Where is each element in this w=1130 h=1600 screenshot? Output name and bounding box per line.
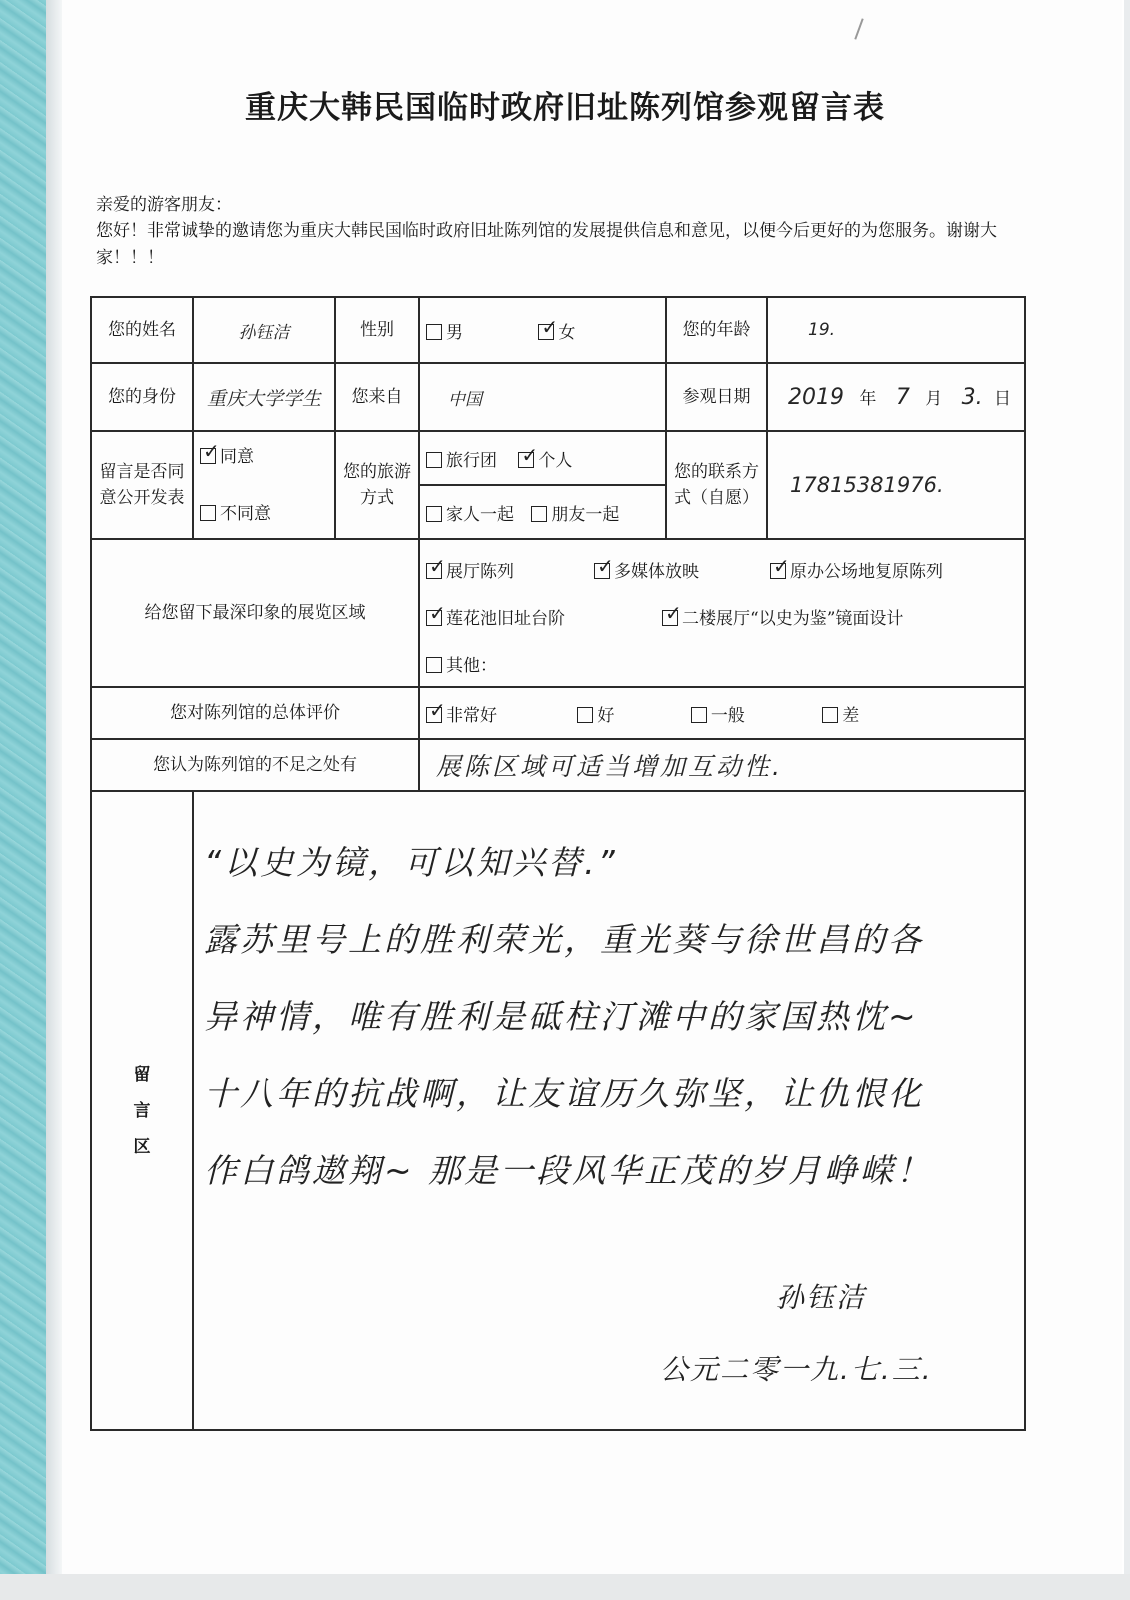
- rating-label: 您对陈列馆的总体评价: [91, 687, 419, 739]
- visit-month: 7: [895, 385, 910, 410]
- shortcoming-field[interactable]: 展陈区域可适当增加互动性.: [419, 739, 1025, 791]
- rating-options: [419, 687, 1025, 739]
- impress-option-label: 其他：: [446, 655, 497, 676]
- name-label: 您的姓名: [91, 297, 193, 363]
- checkbox-icon[interactable]: [822, 707, 838, 723]
- checkbox-icon[interactable]: [577, 707, 593, 723]
- feedback-form-table: [90, 296, 1026, 1431]
- checkbox-icon[interactable]: [426, 506, 442, 522]
- binder-edge: [46, 0, 62, 1600]
- binder-strip: [0, 0, 46, 1600]
- contact-field[interactable]: 17815381976.: [767, 431, 1025, 539]
- checked-checkbox-icon[interactable]: [426, 563, 442, 579]
- gender-label: 性别: [335, 297, 419, 363]
- impress-option-label: 多媒体放映: [614, 561, 699, 582]
- checkbox-icon[interactable]: [426, 324, 442, 340]
- checkbox-icon[interactable]: [691, 707, 707, 723]
- signature: 孙钰洁: [776, 1281, 867, 1314]
- rating-option-4[interactable]: [822, 706, 859, 726]
- checked-checkbox-icon[interactable]: [770, 563, 786, 579]
- travel-family-option[interactable]: [426, 505, 514, 525]
- checkbox-icon[interactable]: [426, 657, 442, 673]
- visit-year: 2019: [788, 385, 844, 410]
- rating-option-label: 一般: [710, 705, 745, 726]
- message-label-char: 留: [133, 1064, 151, 1085]
- impress-option-label: 莲花池旧址台阶: [446, 608, 565, 629]
- age-field[interactable]: 19.: [767, 297, 1025, 363]
- rating-option-label: 好: [597, 705, 615, 726]
- rating-option-label: 非常好: [446, 705, 497, 726]
- from-field[interactable]: 中国: [419, 363, 666, 431]
- message-line: 十八年的抗战啊，让友谊历久弥坚，让仇恨化: [204, 1074, 924, 1113]
- travel-individual-label: 个人: [538, 450, 573, 471]
- impress-option-other[interactable]: [426, 651, 497, 676]
- checked-checkbox-icon[interactable]: [662, 610, 678, 626]
- visit-date-field[interactable]: [767, 363, 1025, 431]
- message-line: 作白鸽遨翔~ 那是一段风华正茂的岁月峥嵘！: [204, 1151, 933, 1190]
- publish-disagree-label: 不同意: [220, 504, 271, 524]
- checkbox-icon[interactable]: [200, 505, 216, 521]
- visit-date-label: 参观日期: [666, 363, 767, 431]
- greeting-salutation: 亲爱的游客朋友：: [96, 195, 232, 215]
- shortcoming-label: 您认为陈列馆的不足之处有: [91, 739, 419, 791]
- publish-disagree-option[interactable]: [200, 499, 334, 524]
- impress-option-5[interactable]: [662, 604, 903, 629]
- gender-male-label: 男: [446, 322, 463, 343]
- age-label: 您的年龄: [666, 297, 767, 363]
- travel-individual-option[interactable]: [518, 451, 572, 471]
- impress-options: [419, 539, 1025, 687]
- checked-checkbox-icon[interactable]: [518, 452, 534, 468]
- message-label-char: 区: [133, 1136, 151, 1157]
- identity-label: 您的身份: [91, 363, 193, 431]
- greeting-body: 您好！非常诚挚的邀请您为重庆大韩民国临时政府旧址陈列馆的发展提供信息和意见，以便今后更好的为您服务。谢谢大家！！！: [96, 221, 997, 268]
- checked-checkbox-icon[interactable]: [538, 324, 554, 340]
- publish-options: [193, 431, 335, 539]
- travel-friends-label: 朋友一起: [551, 504, 620, 525]
- checked-checkbox-icon[interactable]: [426, 707, 442, 723]
- rating-option-label: 差: [842, 705, 860, 726]
- message-area[interactable]: [193, 791, 1025, 1430]
- rating-option-3[interactable]: [691, 701, 817, 726]
- impress-label: 给您留下最深印象的展览区域: [91, 539, 419, 687]
- checkbox-icon[interactable]: [531, 506, 547, 522]
- contact-label: 您的联系方式（自愿）: [666, 431, 767, 539]
- message-area-label: [91, 791, 193, 1430]
- gender-female-label: 女: [558, 322, 576, 343]
- impress-option-label: 展厅陈列: [446, 561, 514, 582]
- day-char: 日: [994, 389, 1012, 409]
- page-title: 重庆大韩民国临时政府旧址陈列馆参观留言表: [245, 90, 885, 126]
- gender-female-option[interactable]: [538, 323, 575, 343]
- checked-checkbox-icon[interactable]: [426, 610, 442, 626]
- name-field[interactable]: 孙钰洁: [193, 297, 335, 363]
- rating-option-1[interactable]: [426, 701, 572, 726]
- impress-option-label: 原办公场地复原陈列: [790, 561, 943, 582]
- impress-option-1[interactable]: [426, 557, 594, 582]
- travel-label: 您的旅游方式: [335, 431, 419, 539]
- checkbox-icon[interactable]: [426, 452, 442, 468]
- publish-agree-label: 同意: [220, 447, 254, 467]
- message-text: [204, 824, 1018, 1209]
- message-line: “以史为镜，可以知兴替.”: [204, 843, 618, 882]
- message-line: 露苏里号上的胜利荣光，重光葵与徐世昌的各: [204, 920, 924, 959]
- publish-label: 留言是否同意公开发表: [91, 431, 193, 539]
- visit-day: 3.: [961, 385, 983, 410]
- travel-family-label: 家人一起: [446, 504, 514, 525]
- travel-group-label: 旅行团: [446, 450, 497, 471]
- checked-checkbox-icon[interactable]: [594, 563, 610, 579]
- impress-option-3[interactable]: [770, 557, 943, 582]
- travel-group-option[interactable]: [426, 451, 497, 471]
- signature-date: 公元二零一九.七.三.: [660, 1353, 933, 1386]
- scan-bottom-edge: [0, 1574, 1130, 1600]
- checked-checkbox-icon[interactable]: [200, 448, 216, 464]
- rating-option-2[interactable]: [577, 701, 685, 726]
- travel-friends-option[interactable]: [531, 505, 619, 525]
- publish-agree-option[interactable]: [200, 442, 334, 467]
- year-char: 年: [859, 389, 877, 409]
- month-char: 月: [925, 389, 943, 409]
- impress-option-label: 二楼展厅“以史为鉴”镜面设计: [682, 608, 904, 629]
- gender-male-option[interactable]: [426, 323, 463, 343]
- message-label-char: 言: [133, 1100, 151, 1121]
- impress-option-4[interactable]: [426, 604, 662, 629]
- identity-field[interactable]: 重庆大学学生: [193, 363, 335, 431]
- impress-option-2[interactable]: [594, 557, 770, 582]
- gender-options: [419, 297, 666, 363]
- travel-options: [419, 431, 666, 539]
- from-label: 您来自: [335, 363, 419, 431]
- message-line: 异神情，唯有胜利是砥柱汀滩中的家国热忱~: [204, 997, 919, 1036]
- page-edge: [1124, 0, 1130, 1600]
